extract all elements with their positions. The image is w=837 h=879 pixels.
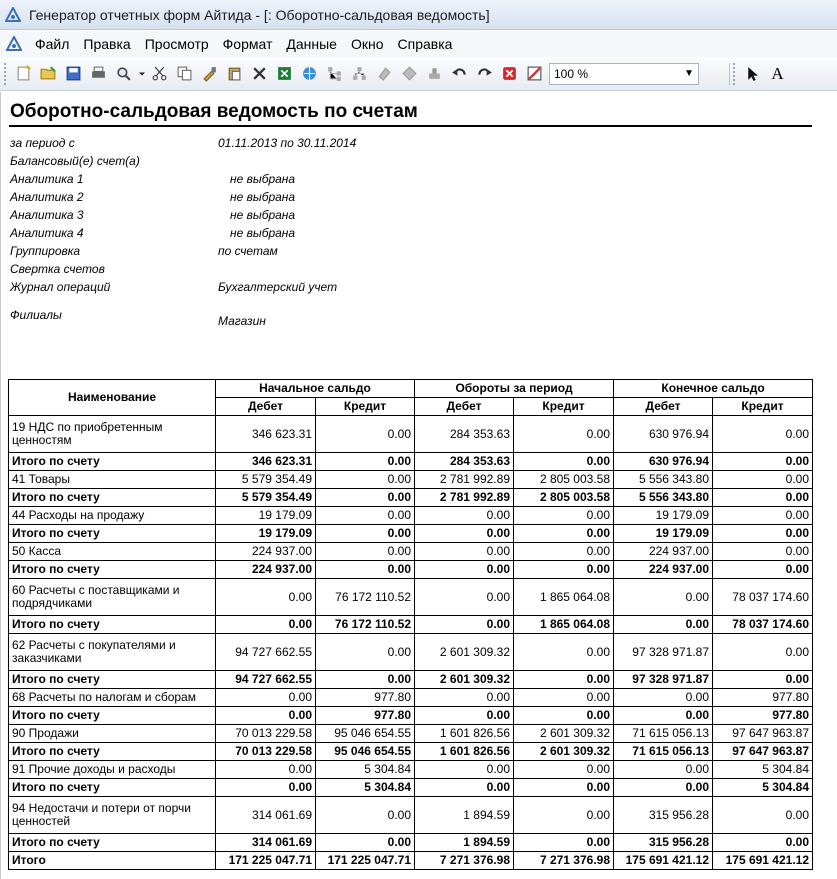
cell-turnover-debit: 0.00 bbox=[415, 689, 514, 707]
print-button[interactable] bbox=[88, 63, 110, 85]
cell-opening-credit: 0.00 bbox=[316, 489, 415, 507]
cell-opening-debit: 224 937.00 bbox=[216, 561, 316, 579]
cell-turnover-credit: 0.00 bbox=[514, 707, 614, 725]
cell-closing-credit: 0.00 bbox=[713, 561, 813, 579]
cell-closing-credit: 0.00 bbox=[713, 797, 813, 834]
cell-opening-debit: 0.00 bbox=[216, 579, 316, 616]
header-closing-debit: Дебет bbox=[614, 398, 713, 416]
cell-closing-credit: 0.00 bbox=[713, 543, 813, 561]
cell-opening-credit: 0.00 bbox=[316, 543, 415, 561]
title-divider bbox=[9, 125, 812, 127]
cell-turnover-credit: 0.00 bbox=[514, 561, 614, 579]
total-row[interactable] bbox=[9, 671, 813, 689]
cell-turnover-credit: 0.00 bbox=[514, 453, 614, 471]
row-name: Итого по счету bbox=[9, 453, 216, 471]
cell-opening-credit: 0.00 bbox=[316, 797, 415, 834]
window-title: Генератор отчетных форм Айтида - [: Оборотно-сальдовая ведомость] bbox=[29, 6, 490, 23]
cursor-icon bbox=[744, 65, 761, 82]
header-opening: Начальное сальдо bbox=[216, 380, 415, 398]
header-closing: Конечное сальдо bbox=[614, 380, 813, 398]
cell-turnover-credit: 0.00 bbox=[514, 507, 614, 525]
cell-closing-credit: 0.00 bbox=[713, 489, 813, 507]
collapse-label: Свертка счетов bbox=[10, 262, 105, 276]
menu-view[interactable]: Просмотр bbox=[144, 36, 209, 52]
account-row[interactable] bbox=[9, 579, 813, 616]
cell-closing-debit: 0.00 bbox=[614, 779, 713, 797]
row-name: Итого по счету bbox=[9, 707, 216, 725]
cell-closing-credit: 0.00 bbox=[713, 453, 813, 471]
redo-icon bbox=[476, 65, 493, 82]
paste-button[interactable] bbox=[224, 63, 246, 85]
cell-turnover-debit: 2 781 992.89 bbox=[415, 489, 514, 507]
cell-closing-credit: 5 304.84 bbox=[713, 779, 813, 797]
cell-closing-debit: 0.00 bbox=[614, 761, 713, 779]
cell-closing-debit: 175 691 421.12 bbox=[614, 852, 713, 870]
total-row[interactable] bbox=[9, 779, 813, 797]
row-name: Итого по счету bbox=[9, 743, 216, 761]
cell-turnover-debit: 0.00 bbox=[415, 579, 514, 616]
cell-opening-debit: 19 179.09 bbox=[216, 525, 316, 543]
cell-opening-credit: 0.00 bbox=[316, 525, 415, 543]
cell-opening-debit: 0.00 bbox=[216, 761, 316, 779]
no-format-button[interactable] bbox=[524, 63, 546, 85]
cell-closing-debit: 97 328 971.87 bbox=[614, 634, 713, 671]
cell-opening-credit: 0.00 bbox=[316, 471, 415, 489]
cell-closing-credit: 97 647 963.87 bbox=[713, 725, 813, 743]
cell-opening-credit: 0.00 bbox=[316, 453, 415, 471]
cell-turnover-credit: 0.00 bbox=[514, 779, 614, 797]
account-row[interactable] bbox=[9, 797, 813, 834]
cell-turnover-debit: 2 601 309.32 bbox=[415, 671, 514, 689]
row-name: Итого по счету bbox=[9, 525, 216, 543]
menu-edit[interactable]: Правка bbox=[83, 36, 131, 52]
account-row[interactable] bbox=[9, 634, 813, 671]
row-name: 90 Продажи bbox=[9, 725, 216, 743]
toolbar bbox=[0, 57, 837, 91]
analytics-1-value: не выбрана bbox=[230, 172, 296, 186]
analytics-4-label: Аналитика 4 bbox=[10, 226, 84, 240]
cell-opening-credit: 95 046 654.55 bbox=[316, 743, 415, 761]
cell-turnover-credit: 0.00 bbox=[514, 416, 614, 453]
tree-icon bbox=[326, 65, 343, 82]
cell-turnover-debit: 0.00 bbox=[415, 779, 514, 797]
header-turnover-credit: Кредит bbox=[514, 398, 614, 416]
cell-opening-credit: 0.00 bbox=[316, 507, 415, 525]
cell-turnover-debit: 0.00 bbox=[415, 561, 514, 579]
cell-opening-debit: 224 937.00 bbox=[216, 543, 316, 561]
text-a-icon: A bbox=[771, 63, 784, 83]
cell-turnover-debit: 0.00 bbox=[415, 707, 514, 725]
strikethrough-icon bbox=[526, 65, 543, 82]
cell-turnover-credit: 0.00 bbox=[514, 525, 614, 543]
analytics-1-label: Аналитика 1 bbox=[10, 172, 84, 186]
cell-closing-debit: 71 615 056.13 bbox=[614, 725, 713, 743]
preview-dropdown[interactable] bbox=[138, 63, 146, 85]
cell-opening-credit: 977.80 bbox=[316, 689, 415, 707]
format-painter-button[interactable] bbox=[199, 63, 221, 85]
cell-closing-credit: 175 691 421.12 bbox=[713, 852, 813, 870]
menu-format[interactable]: Формат bbox=[222, 36, 273, 52]
analytics-4-value: не выбрана bbox=[230, 226, 296, 240]
stop-button[interactable] bbox=[499, 63, 521, 85]
cell-closing-debit: 5 556 343.80 bbox=[614, 489, 713, 507]
menu-help[interactable]: Справка bbox=[397, 36, 453, 52]
header-name: Наименование bbox=[9, 380, 216, 416]
cell-closing-credit: 97 647 963.87 bbox=[713, 743, 813, 761]
cell-turnover-debit: 284 353.63 bbox=[415, 453, 514, 471]
row-name: 68 Расчеты по налогам и сборам bbox=[9, 689, 216, 707]
cell-closing-debit: 19 179.09 bbox=[614, 525, 713, 543]
new-icon bbox=[15, 65, 32, 82]
cell-closing-credit: 5 304.84 bbox=[713, 761, 813, 779]
turnover-table bbox=[8, 379, 813, 870]
cell-turnover-credit: 1 865 064.08 bbox=[514, 616, 614, 634]
toolbar-grip[interactable] bbox=[4, 63, 7, 85]
hierarchy-button[interactable] bbox=[349, 63, 371, 85]
cell-opening-debit: 0.00 bbox=[216, 707, 316, 725]
row-name: Итого по счету bbox=[9, 779, 216, 797]
browser-button[interactable] bbox=[299, 63, 321, 85]
cell-opening-credit: 0.00 bbox=[316, 834, 415, 852]
delete-button[interactable] bbox=[249, 63, 271, 85]
period-label: за период с bbox=[10, 136, 75, 150]
cell-opening-debit: 0.00 bbox=[216, 616, 316, 634]
cell-turnover-credit: 0.00 bbox=[514, 797, 614, 834]
account-row[interactable] bbox=[9, 761, 813, 779]
analytics-2-value: не выбрана bbox=[230, 190, 296, 204]
row-name: 62 Расчеты с покупателями и заказчиками bbox=[9, 634, 216, 671]
print-icon bbox=[90, 65, 107, 82]
cell-turnover-debit: 1 601 826.56 bbox=[415, 743, 514, 761]
cell-opening-debit: 70 013 229.58 bbox=[216, 725, 316, 743]
cell-closing-credit: 977.80 bbox=[713, 707, 813, 725]
cell-closing-debit: 315 956.28 bbox=[614, 797, 713, 834]
menu-bar bbox=[0, 31, 837, 57]
cell-closing-credit: 977.80 bbox=[713, 689, 813, 707]
eraser-icon bbox=[376, 65, 393, 82]
pointer-button[interactable] bbox=[742, 63, 764, 85]
report-document bbox=[0, 92, 837, 879]
cell-turnover-debit: 0.00 bbox=[415, 543, 514, 561]
total-row[interactable] bbox=[9, 453, 813, 471]
account-row[interactable] bbox=[9, 471, 813, 489]
row-name: 41 Товары bbox=[9, 471, 216, 489]
row-name: Итого bbox=[9, 852, 216, 870]
cell-closing-debit: 0.00 bbox=[614, 579, 713, 616]
analytics-3-label: Аналитика 3 bbox=[10, 208, 84, 222]
cell-turnover-credit: 2 805 003.58 bbox=[514, 471, 614, 489]
row-name: 60 Расчеты с поставщиками и подрядчиками bbox=[9, 579, 216, 616]
menu-data[interactable]: Данные bbox=[286, 36, 337, 52]
row-name: 19 НДС по приобретенным ценностям bbox=[9, 416, 216, 453]
report-title: Оборотно-сальдовая ведомость по счетам bbox=[10, 101, 418, 122]
cell-opening-credit: 76 172 110.52 bbox=[316, 579, 415, 616]
cell-opening-credit: 977.80 bbox=[316, 707, 415, 725]
save-icon bbox=[65, 65, 82, 82]
copy-button[interactable] bbox=[174, 63, 196, 85]
row-name: 50 Касса bbox=[9, 543, 216, 561]
cell-turnover-debit: 2 781 992.89 bbox=[415, 471, 514, 489]
cell-opening-debit: 94 727 662.55 bbox=[216, 671, 316, 689]
cell-opening-credit: 0.00 bbox=[316, 634, 415, 671]
branches-value: Магазин bbox=[218, 314, 266, 328]
cell-opening-debit: 94 727 662.55 bbox=[216, 634, 316, 671]
total-row[interactable] bbox=[9, 561, 813, 579]
undo-button[interactable] bbox=[449, 63, 471, 85]
cell-turnover-credit: 0.00 bbox=[514, 543, 614, 561]
cell-turnover-debit: 0.00 bbox=[415, 507, 514, 525]
open-folder-icon bbox=[40, 65, 57, 82]
cell-opening-credit: 0.00 bbox=[316, 561, 415, 579]
account-row[interactable] bbox=[9, 416, 813, 453]
account-row[interactable] bbox=[9, 689, 813, 707]
cell-opening-credit: 0.00 bbox=[316, 671, 415, 689]
total-row[interactable] bbox=[9, 489, 813, 507]
cell-opening-debit: 5 579 354.49 bbox=[216, 489, 316, 507]
cell-turnover-debit: 2 601 309.32 bbox=[415, 634, 514, 671]
cell-closing-debit: 0.00 bbox=[614, 616, 713, 634]
cell-closing-credit: 0.00 bbox=[713, 507, 813, 525]
cell-opening-debit: 346 623.31 bbox=[216, 416, 316, 453]
header-turnover-debit: Дебет bbox=[415, 398, 514, 416]
row-name: Итого по счету bbox=[9, 561, 216, 579]
total-row[interactable] bbox=[9, 616, 813, 634]
cell-closing-credit: 0.00 bbox=[713, 416, 813, 453]
analytics-2-label: Аналитика 2 bbox=[10, 190, 84, 204]
cell-turnover-debit: 0.00 bbox=[415, 616, 514, 634]
cell-opening-credit: 5 304.84 bbox=[316, 779, 415, 797]
cell-turnover-debit: 0.00 bbox=[415, 525, 514, 543]
toolbar-grip[interactable] bbox=[733, 63, 736, 85]
cell-closing-debit: 97 328 971.87 bbox=[614, 671, 713, 689]
row-name: Итого по счету bbox=[9, 489, 216, 507]
analytics-3-value: не выбрана bbox=[230, 208, 296, 222]
header-closing-credit: Кредит bbox=[713, 398, 813, 416]
total-row[interactable] bbox=[9, 707, 813, 725]
cell-closing-debit: 0.00 bbox=[614, 689, 713, 707]
cell-turnover-credit: 2 805 003.58 bbox=[514, 489, 614, 507]
cell-turnover-debit: 0.00 bbox=[415, 761, 514, 779]
cell-closing-debit: 224 937.00 bbox=[614, 543, 713, 561]
cell-opening-credit: 95 046 654.55 bbox=[316, 725, 415, 743]
cell-closing-debit: 0.00 bbox=[614, 707, 713, 725]
cell-turnover-credit: 2 601 309.32 bbox=[514, 743, 614, 761]
period-value: 01.11.2013 по 30.11.2014 bbox=[218, 136, 357, 150]
document-menu-icon[interactable] bbox=[6, 36, 22, 52]
cell-turnover-credit: 7 271 376.98 bbox=[514, 852, 614, 870]
chevron-down-icon: ▼ bbox=[684, 68, 694, 79]
cell-turnover-credit: 1 865 064.08 bbox=[514, 579, 614, 616]
hierarchy-icon bbox=[351, 65, 368, 82]
open-button[interactable] bbox=[38, 63, 60, 85]
grouping-value: по счетам bbox=[218, 244, 278, 258]
row-name: 91 Прочие доходы и расходы bbox=[9, 761, 216, 779]
total-row[interactable] bbox=[9, 525, 813, 543]
stop-icon bbox=[501, 65, 518, 82]
redo-button[interactable] bbox=[474, 63, 496, 85]
preview-button[interactable] bbox=[113, 63, 135, 85]
cell-closing-credit: 0.00 bbox=[713, 471, 813, 489]
excel-icon bbox=[276, 65, 293, 82]
stamp-button[interactable] bbox=[424, 63, 446, 85]
cell-turnover-credit: 2 601 309.32 bbox=[514, 725, 614, 743]
header-opening-credit: Кредит bbox=[316, 398, 415, 416]
zoom-value: 100 % bbox=[554, 66, 589, 81]
paste-icon bbox=[226, 65, 243, 82]
text-tool-button[interactable] bbox=[767, 63, 789, 85]
new-button[interactable] bbox=[13, 63, 35, 85]
structure-button[interactable] bbox=[324, 63, 346, 85]
cell-opening-debit: 314 061.69 bbox=[216, 834, 316, 852]
row-name: Итого по счету bbox=[9, 671, 216, 689]
menu-window[interactable]: Окно bbox=[350, 36, 384, 52]
header-turnover: Обороты за период bbox=[415, 380, 614, 398]
undo-icon bbox=[451, 65, 468, 82]
cell-opening-debit: 0.00 bbox=[216, 779, 316, 797]
cell-closing-credit: 0.00 bbox=[713, 834, 813, 852]
title-bar bbox=[0, 0, 837, 30]
cell-turnover-credit: 0.00 bbox=[514, 689, 614, 707]
account-row[interactable] bbox=[9, 725, 813, 743]
scissors-icon bbox=[151, 65, 168, 82]
row-name: 94 Недостачи и потери от порчи ценностей bbox=[9, 797, 216, 834]
globe-icon bbox=[301, 65, 318, 82]
cell-turnover-debit: 1 601 826.56 bbox=[415, 725, 514, 743]
journal-label: Журнал операций bbox=[10, 280, 111, 294]
cell-closing-debit: 71 615 056.13 bbox=[614, 743, 713, 761]
cell-opening-debit: 314 061.69 bbox=[216, 797, 316, 834]
row-name: Итого по счету bbox=[9, 834, 216, 852]
cell-turnover-credit: 0.00 bbox=[514, 671, 614, 689]
cell-closing-debit: 630 976.94 bbox=[614, 416, 713, 453]
cell-closing-credit: 0.00 bbox=[713, 634, 813, 671]
cell-turnover-credit: 0.00 bbox=[514, 634, 614, 671]
cell-closing-debit: 315 956.28 bbox=[614, 834, 713, 852]
journal-value: Бухгалтерский учет bbox=[218, 280, 338, 294]
cell-closing-debit: 630 976.94 bbox=[614, 453, 713, 471]
app-logo-icon bbox=[5, 7, 21, 23]
cell-closing-credit: 78 037 174.60 bbox=[713, 579, 813, 616]
menu-file[interactable]: Файл bbox=[35, 36, 70, 52]
cell-turnover-debit: 7 271 376.98 bbox=[415, 852, 514, 870]
cell-turnover-credit: 0.00 bbox=[514, 834, 614, 852]
save-button[interactable] bbox=[63, 63, 85, 85]
account-row[interactable] bbox=[9, 507, 813, 525]
cell-turnover-debit: 1 894.59 bbox=[415, 834, 514, 852]
cell-opening-debit: 346 623.31 bbox=[216, 453, 316, 471]
row-name: 44 Расходы на продажу bbox=[9, 507, 216, 525]
cell-opening-debit: 5 579 354.49 bbox=[216, 471, 316, 489]
cell-turnover-credit: 0.00 bbox=[514, 761, 614, 779]
zoom-select[interactable] bbox=[549, 63, 699, 85]
accounts-label: Балансовый(е) счет(а) bbox=[10, 154, 140, 168]
cell-turnover-debit: 284 353.63 bbox=[415, 416, 514, 453]
cell-closing-credit: 78 037 174.60 bbox=[713, 616, 813, 634]
cell-turnover-debit: 1 894.59 bbox=[415, 797, 514, 834]
cell-closing-debit: 224 937.00 bbox=[614, 561, 713, 579]
grouping-label: Группировка bbox=[10, 244, 81, 258]
cell-closing-credit: 0.00 bbox=[713, 671, 813, 689]
stamp-icon bbox=[426, 65, 443, 82]
cell-opening-credit: 76 172 110.52 bbox=[316, 616, 415, 634]
delete-x-icon bbox=[251, 65, 268, 82]
chevron-down-icon bbox=[138, 65, 146, 82]
total-row[interactable] bbox=[9, 743, 813, 761]
toolbar-separator bbox=[729, 63, 730, 85]
total-row[interactable] bbox=[9, 852, 813, 870]
cell-opening-debit: 19 179.09 bbox=[216, 507, 316, 525]
header-opening-debit: Дебет bbox=[216, 398, 316, 416]
magnifier-icon bbox=[115, 65, 132, 82]
cell-opening-debit: 0.00 bbox=[216, 689, 316, 707]
row-name: Итого по счету bbox=[9, 616, 216, 634]
cell-opening-credit: 0.00 bbox=[316, 416, 415, 453]
copy-icon bbox=[176, 65, 193, 82]
cell-opening-debit: 171 225 047.71 bbox=[216, 852, 316, 870]
total-row[interactable] bbox=[9, 834, 813, 852]
cut-button[interactable] bbox=[149, 63, 171, 85]
excel-export-button[interactable] bbox=[274, 63, 296, 85]
cell-closing-credit: 0.00 bbox=[713, 525, 813, 543]
eraser-button[interactable] bbox=[374, 63, 396, 85]
table-body bbox=[9, 416, 813, 870]
brush-icon bbox=[201, 65, 218, 82]
cell-closing-debit: 5 556 343.80 bbox=[614, 471, 713, 489]
branches-label: Филиалы bbox=[10, 308, 62, 322]
account-row[interactable] bbox=[9, 543, 813, 561]
cell-opening-credit: 5 304.84 bbox=[316, 761, 415, 779]
diamond-icon bbox=[401, 65, 418, 82]
cell-closing-debit: 19 179.09 bbox=[614, 507, 713, 525]
cell-opening-credit: 171 225 047.71 bbox=[316, 852, 415, 870]
cell-opening-debit: 70 013 229.58 bbox=[216, 743, 316, 761]
diamond-button[interactable] bbox=[399, 63, 421, 85]
